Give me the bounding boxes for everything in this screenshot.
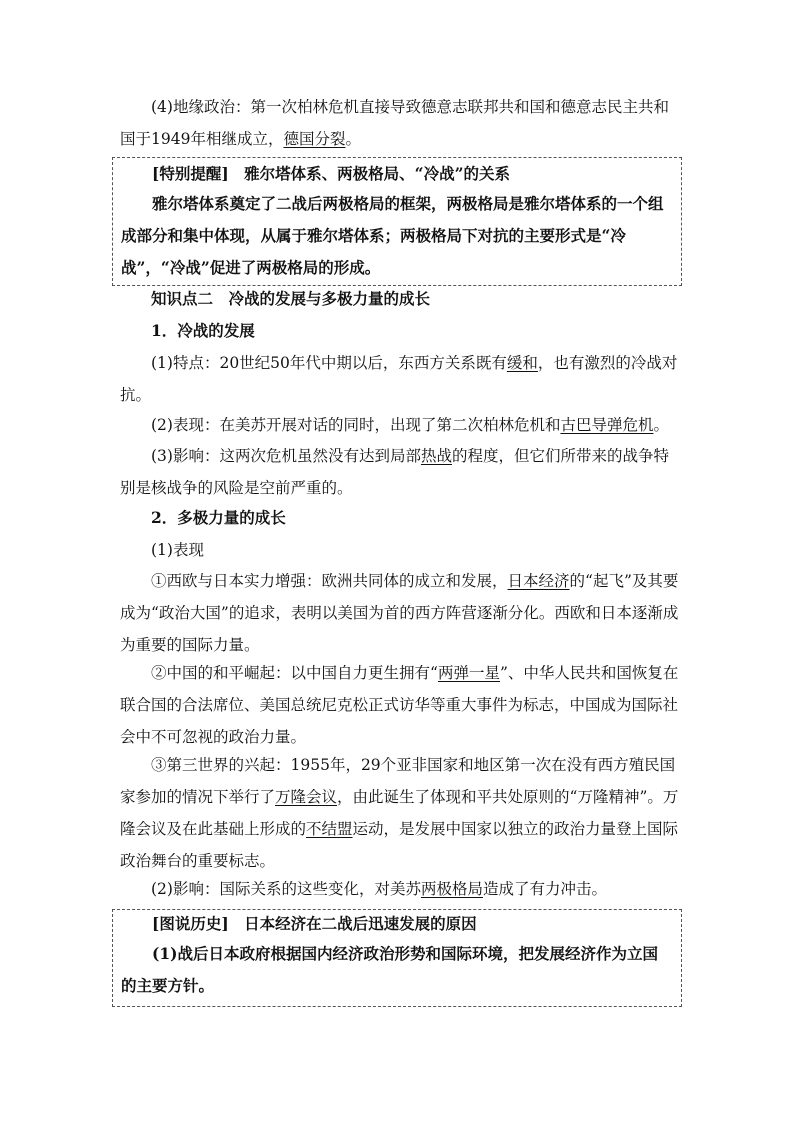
underlined-term: 万隆会议 <box>275 788 338 806</box>
paragraph-china-rise: ②中国的和平崛起：以中国自力更生拥有“两弹一星”、中华人民共和国恢复在联合国的合法席位、美国总统尼克松正式访华等重大事件为标志，中国成为国际社会中不可忽视的政治力量。 <box>120 664 679 746</box>
paragraph-manifestation-heading: (1)表现 <box>151 541 204 559</box>
paragraph-manifestation: (2)表现：在美苏开展对话的同时，出现了第二次柏林危机和古巴导弹危机。 <box>151 416 669 434</box>
history-box <box>112 909 682 1007</box>
underlined-term: 热战 <box>420 447 452 465</box>
subheading-multipolar-forces: 2．多极力量的成长 <box>151 508 286 527</box>
paragraph-influence: (3)影响：这两次危机虽然没有达到局部热战的程度，但它们所带来的战争特别是核战争的风险是空前严重的。 <box>120 447 669 497</box>
subheading-cold-war-development: 1．冷战的发展 <box>151 321 255 340</box>
tip-box-body: 雅尔塔体系奠定了二战后两极格局的框架，两极格局是雅尔塔体系的一个组成部分和集中体现，从属于雅尔塔体系；两极格局下对抗的主要形式是“冷战”，“冷战”促进了两极格局的形成。 <box>121 194 664 277</box>
paragraph-west-europe-japan: ①西欧与日本实力增强：欧洲共同体的成立和发展，日本经济的“起飞”及其要成为“政治大国”的追求，表明以美国为首的西方阵营逐渐分化。西欧和日本逐渐成为重要的国际力量。 <box>120 572 679 654</box>
section-heading-knowledge-point-2: 知识点二 冷战的发展与多极力量的成长 <box>151 289 431 308</box>
underlined-term: 缓和 <box>506 354 538 372</box>
underlined-term: 古巴导弹危机 <box>560 416 654 434</box>
underlined-term: 两极格局 <box>420 880 483 898</box>
history-box-title: [图说历史] 日本经济在二战后迅速发展的原因 <box>152 914 477 933</box>
underlined-term: 德国分裂 <box>283 130 346 148</box>
history-box-body: (1)战后日本政府根据国内经济政治形势和国际环境，把发展经济作为立国的主要方针。 <box>121 944 658 995</box>
tip-box-title: [特别提醒] 雅尔塔体系、两极格局、“冷战”的关系 <box>152 164 511 183</box>
underlined-term: 日本经济 <box>507 572 570 590</box>
underlined-term: 不结盟 <box>306 820 353 838</box>
paragraph-third-world: ③第三世界的兴起：1955年，29个亚非国家和地区第一次在没有西方殖民国家参加的情况下举行了万隆会议，由此诞生了体现和平共处原则的“万隆精神”。万隆会议及在此基础上形成的不结盟运动，是发展中国家以独立的政治力量登上国际政治舞台的重要标志。 <box>120 756 679 870</box>
paragraph-impact: (2)影响：国际关系的这些变化，对美苏两极格局造成了有力冲击。 <box>151 880 607 898</box>
paragraph-geopolitics: (4)地缘政治：第一次柏林危机直接导致德意志联邦共和国和德意志民主共和国于1949年相继成立，德国分裂。 <box>120 98 669 148</box>
underlined-term: 两弹一星 <box>437 664 500 682</box>
tip-box <box>112 157 682 286</box>
paragraph-characteristics: (1)特点：20世纪50年代中期以后，东西方关系既有缓和，也有激烈的冷战对抗。 <box>120 354 678 404</box>
